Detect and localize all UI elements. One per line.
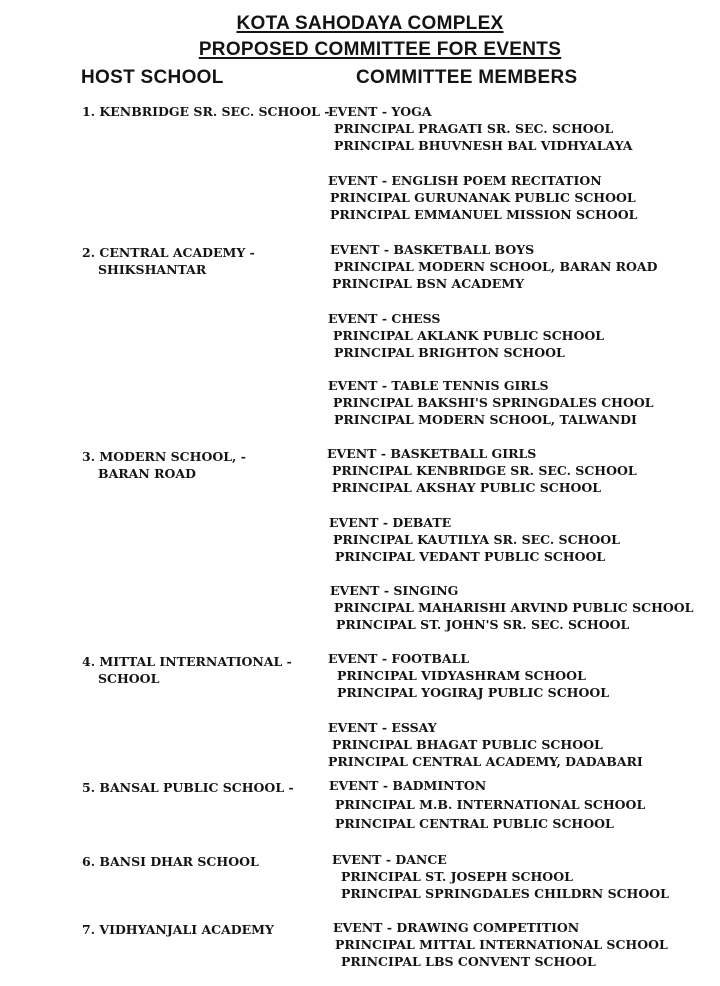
host-school-entry	[82, 103, 330, 120]
host-school-name: 4. MITTAL INTERNATIONAL -	[82, 654, 292, 669]
committee-member: PRINCIPAL BAKSHI'S SPRINGDALES CHOOL	[333, 395, 654, 410]
host-school-column-heading: HOST SCHOOL	[81, 67, 224, 88]
committee-member: PRINCIPAL AKLANK PUBLIC SCHOOL	[333, 328, 605, 343]
committee-member: PRINCIPAL LBS CONVENT SCHOOL	[341, 954, 596, 969]
host-school-entry	[82, 653, 327, 687]
committee-member: PRINCIPAL YOGIRAJ PUBLIC SCHOOL	[337, 685, 610, 700]
event-block	[333, 919, 668, 970]
event-title: EVENT - YOGA	[328, 104, 432, 119]
event-block	[328, 650, 609, 701]
event-title: EVENT - DEBATE	[329, 515, 452, 530]
committee-member: PRINCIPAL MAHARISHI ARVIND PUBLIC SCHOOL	[334, 600, 694, 615]
host-school-entry	[82, 448, 327, 482]
event-block	[328, 172, 637, 223]
committee-member: PRINCIPAL VEDANT PUBLIC SCHOOL	[335, 549, 606, 564]
committee-member: PRINCIPAL EMMANUEL MISSION SCHOOL	[330, 207, 638, 222]
event-title: EVENT - BADMINTON	[329, 778, 487, 793]
committee-member: PRINCIPAL BHUVNESH BAL VIDHYALAYA	[334, 138, 633, 153]
event-title: EVENT - ENGLISH POEM RECITATION	[328, 173, 602, 188]
event-block	[329, 777, 645, 832]
event-block	[329, 514, 620, 565]
event-title: EVENT - ESSAY	[328, 720, 437, 735]
event-title: EVENT - CHESS	[328, 311, 441, 326]
host-school-name: 3. MODERN SCHOOL, -	[82, 449, 246, 464]
event-block	[328, 310, 604, 361]
host-school-name: 1. KENBRIDGE SR. SEC. SCHOOL -	[82, 104, 330, 119]
event-block	[328, 103, 632, 154]
host-school-name-cont: SHIKSHANTAR	[98, 262, 207, 277]
committee-member: PRINCIPAL GURUNANAK PUBLIC SCHOOL	[330, 190, 636, 205]
committee-member: PRINCIPAL MODERN SCHOOL, TALWANDI	[334, 412, 637, 427]
host-school-name: 5. BANSAL PUBLIC SCHOOL -	[82, 780, 294, 795]
committee-member: PRINCIPAL MODERN SCHOOL, BARAN ROAD	[334, 259, 658, 274]
host-school-name: 6. BANSI DHAR SCHOOL	[82, 854, 259, 869]
committee-member: PRINCIPAL MITTAL INTERNATIONAL SCHOOL	[335, 937, 668, 952]
host-school-entry	[82, 779, 327, 796]
event-title: EVENT - BASKETBALL BOYS	[330, 242, 535, 257]
host-school-entry	[82, 921, 327, 938]
event-title: EVENT - DRAWING COMPETITION	[333, 920, 580, 935]
event-title: EVENT - TABLE TENNIS GIRLS	[328, 378, 549, 393]
document-subtitle: PROPOSED COMMITTEE FOR EVENTS	[198, 39, 562, 60]
event-title: EVENT - DANCE	[332, 852, 447, 867]
committee-member: PRINCIPAL SPRINGDALES CHILDRN SCHOOL	[341, 886, 669, 901]
event-block	[327, 445, 637, 496]
committee-member: PRINCIPAL BSN ACADEMY	[332, 276, 525, 291]
event-title: EVENT - SINGING	[330, 583, 459, 598]
committee-member: PRINCIPAL KENBRIDGE SR. SEC. SCHOOL	[332, 463, 637, 478]
committee-member: PRINCIPAL ST. JOSEPH SCHOOL	[341, 869, 573, 884]
host-school-name-cont: BARAN ROAD	[98, 466, 196, 481]
committee-member: PRINCIPAL CENTRAL ACADEMY, DADABARI	[328, 754, 643, 769]
document-title: KOTA SAHODAYA COMPLEX	[236, 13, 504, 34]
host-school-name-cont: SCHOOL	[98, 671, 160, 686]
event-block	[328, 719, 643, 770]
committee-member: PRINCIPAL VIDYASHRAM SCHOOL	[337, 668, 586, 683]
event-block	[332, 851, 669, 902]
committee-member: PRINCIPAL AKSHAY PUBLIC SCHOOL	[332, 480, 602, 495]
event-block	[330, 241, 657, 292]
host-school-entry	[82, 853, 327, 870]
event-block	[330, 582, 693, 633]
committee-member: PRINCIPAL KAUTILYA SR. SEC. SCHOOL	[333, 532, 620, 547]
event-title: EVENT - FOOTBALL	[328, 651, 470, 666]
committee-member: PRINCIPAL PRAGATI SR. SEC. SCHOOL	[334, 121, 614, 136]
event-block	[328, 377, 654, 428]
committee-member: PRINCIPAL BHAGAT PUBLIC SCHOOL	[332, 737, 603, 752]
committee-member: PRINCIPAL CENTRAL PUBLIC SCHOOL	[335, 816, 614, 831]
committee-member: PRINCIPAL M.B. INTERNATIONAL SCHOOL	[335, 797, 646, 812]
host-school-entry	[82, 244, 327, 278]
host-school-name: 7. VIDHYANJALI ACADEMY	[82, 922, 274, 937]
committee-members-column-heading: COMMITTEE MEMBERS	[356, 67, 578, 88]
event-title: EVENT - BASKETBALL GIRLS	[327, 446, 537, 461]
committee-member: PRINCIPAL BRIGHTON SCHOOL	[334, 345, 565, 360]
committee-member: PRINCIPAL ST. JOHN'S SR. SEC. SCHOOL	[336, 617, 630, 632]
host-school-name: 2. CENTRAL ACADEMY -	[82, 245, 255, 260]
